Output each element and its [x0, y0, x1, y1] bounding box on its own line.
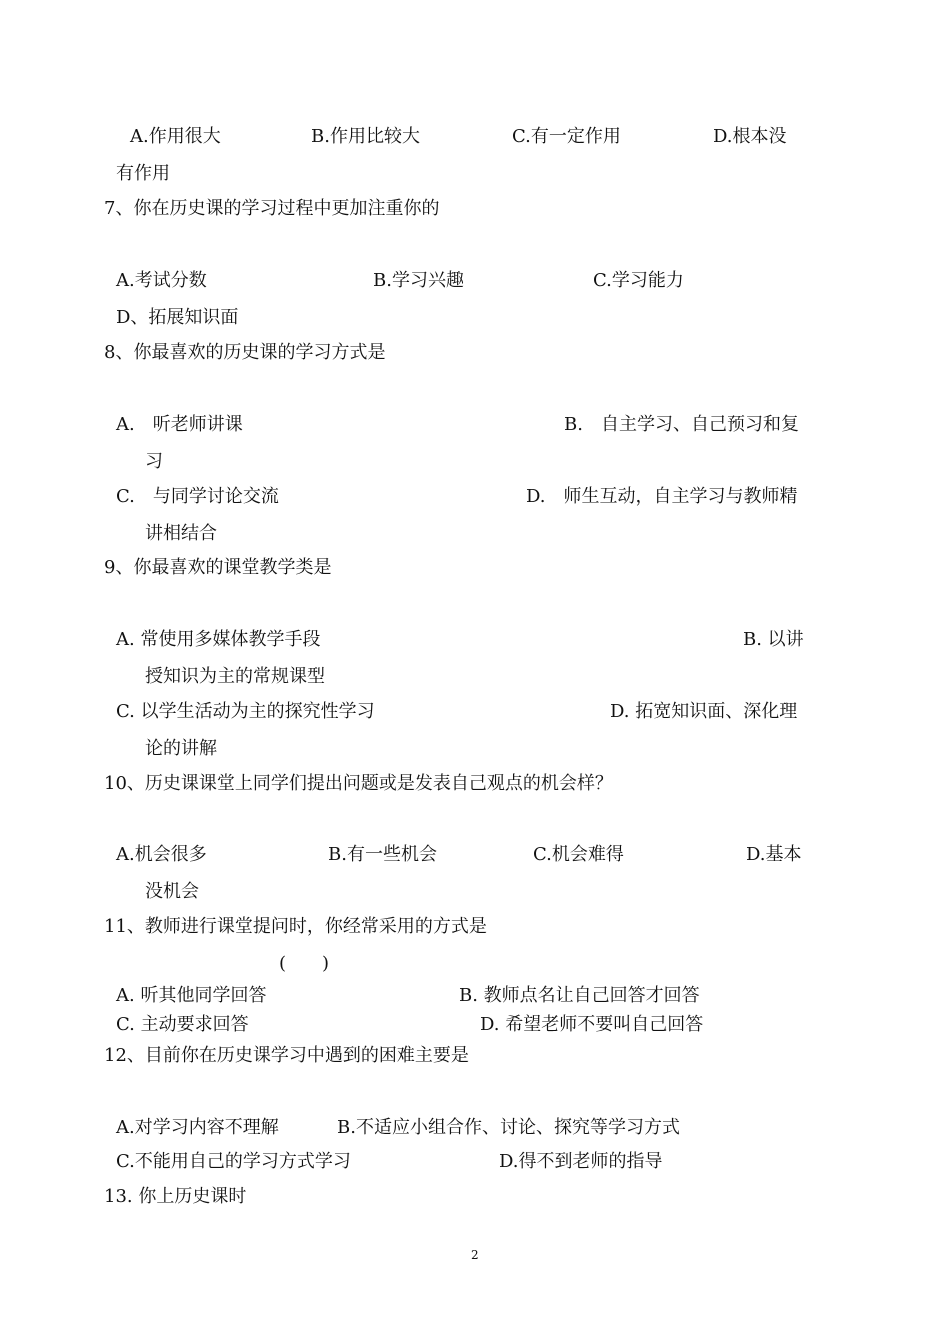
q10-option-d: D.基本	[746, 844, 802, 865]
q10-stem: 10、历史课课堂上同学们提出问题或是发表自己观点的机会样？	[104, 773, 613, 794]
q6-option-c: C.有一定作用	[512, 126, 621, 147]
q12-option-c: C.不能用自己的学习方式学习	[116, 1151, 351, 1172]
q13-stem: 13. 你上历史课时	[104, 1186, 247, 1207]
q6-option-b: B.作用比较大	[311, 126, 420, 147]
q10-option-c: C.机会难得	[533, 844, 624, 865]
q8-option-d-cont: 讲相结合	[145, 523, 217, 544]
q12-stem: 12、目前你在历史课学习中遇到的困难主要是	[104, 1045, 469, 1066]
q7-option-c: C.学习能力	[593, 270, 684, 291]
q11-stem: 11、教师进行课堂提问时，你经常采用的方式是	[104, 916, 487, 937]
q9-option-c: C. 以学生活动为主的探究性学习	[116, 701, 375, 722]
q11-option-b: B. 教师点名让自己回答才回答	[459, 985, 700, 1006]
q9-option-d: D. 拓宽知识面、深化理	[610, 701, 798, 722]
q8-option-d: D. 师生互动，自主学习与教师精	[526, 486, 798, 507]
q8-option-b: B. 自主学习、自己预习和复	[564, 414, 799, 435]
q8-stem: 8、你最喜欢的历史课的学习方式是	[104, 342, 386, 363]
q6-option-d-cont: 有作用	[116, 163, 170, 184]
q11-option-a: A. 听其他同学回答	[116, 985, 267, 1006]
q9-option-b-cont: 授知识为主的常规课型	[145, 666, 325, 687]
q9-option-d-cont: 论的讲解	[145, 738, 217, 759]
q9-option-b: B. 以讲	[743, 629, 804, 650]
q11-answer-blank: ( )	[279, 953, 330, 974]
q7-option-a: A.考试分数	[116, 270, 207, 291]
q11-option-c: C. 主动要求回答	[116, 1014, 249, 1035]
q9-stem: 9、你最喜欢的课堂教学类是	[104, 557, 332, 578]
q10-option-b: B.有一些机会	[328, 844, 437, 865]
q12-option-a: A.对学习内容不理解	[116, 1117, 279, 1138]
q8-option-c: C. 与同学讨论交流	[116, 486, 279, 507]
q12-option-d: D.得不到老师的指导	[499, 1151, 663, 1172]
q7-option-d: D、拓展知识面	[116, 307, 239, 328]
q12-option-b: B.不适应小组合作、讨论、探究等学习方式	[337, 1117, 680, 1138]
page-number: 2	[471, 1248, 479, 1262]
q7-option-b: B.学习兴趣	[373, 270, 464, 291]
q9-option-a: A. 常使用多媒体教学手段	[116, 629, 321, 650]
q11-option-d: D. 希望老师不要叫自己回答	[480, 1014, 704, 1035]
q6-option-a: A.作用很大	[130, 126, 221, 147]
q10-option-a: A.机会很多	[116, 844, 207, 865]
q8-option-a: A. 听老师讲课	[116, 414, 243, 435]
q6-option-d: D.根本没	[713, 126, 787, 147]
q8-option-b-cont: 习	[145, 451, 163, 472]
q10-option-d-cont: 没机会	[145, 881, 199, 902]
q7-stem: 7、你在历史课的学习过程中更加注重你的	[104, 198, 440, 219]
